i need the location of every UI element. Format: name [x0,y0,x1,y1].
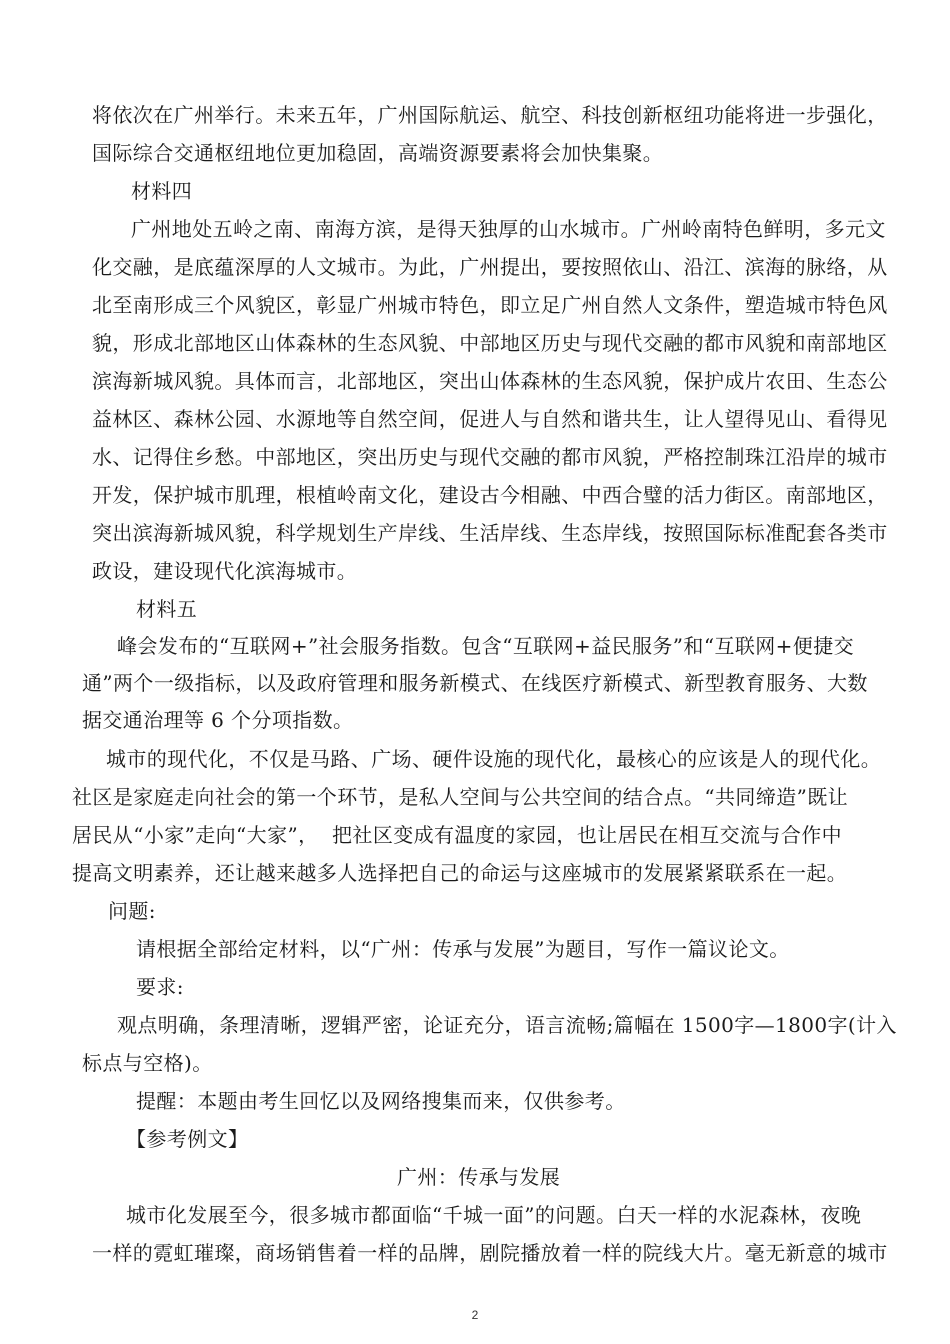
question-label: 问题: [108,899,156,923]
text-line: 北至南形成三个风貌区，彰显广州城市特色，即立足广州自然人文条件，塑造城市特色风 [92,293,888,317]
text-line: 观点明确，条理清晰，逻辑严密，论证充分，语言流畅;篇幅在 1500字—1800字(计入 [117,1013,897,1037]
text-line: 城市的现代化，不仅是马路、广场、硬件设施的现代化，最核心的应该是人的现代化。 [106,747,882,771]
text-line: 政设，建设现代化滨海城市。 [92,559,358,583]
text-line: 开发，保护城市肌理，根植岭南文化，建设古今相融、中西合璧的活力街区。南部地区， [92,483,888,507]
text-line: 益林区、森林公园、水源地等自然空间，促进人与自然和谐共生，让人望得见山、看得见 [92,407,888,431]
text-line: 标点与空格)。 [82,1051,213,1075]
essay-title: 广州：传承与发展 [397,1165,561,1189]
text-line: 貌，形成北部地区山体森林的生态风貌、中部地区历史与现代交融的都市风貌和南部地区 [92,331,888,355]
text-line: 广州地处五岭之南、南海方滨，是得天独厚的山水城市。广州岭南特色鲜明，多元文 [131,217,886,241]
text-line: 水、记得住乡愁。中部地区，突出历史与现代交融的都市风貌，严格控制珠江沿岸的城市 [92,445,888,469]
text-line: 居民从“小家”走向“大家”， 把社区变成有温度的家园，也让居民在相互交流与合作中 [72,823,843,847]
text-line: 城市化发展至今，很多城市都面临“千城一面”的问题。白天一样的水泥森林，夜晚 [126,1203,862,1227]
text-line: 通”两个一级指标，以及政府管理和服务新模式、在线医疗新模式、新型教育服务、大数 [82,671,868,695]
text-line: 化交融，是底蕴深厚的人文城市。为此，广州提出，要按照依山、沿江、滨海的脉络，从 [92,255,888,279]
section-heading: 材料四 [131,179,193,203]
text-line: 突出滨海新城风貌，科学规划生产岸线、生活岸线、生态岸线，按照国际标准配套各类市 [92,521,888,545]
text-line: 提醒：本题由考生回忆以及网络搜集而来，仅供参考。 [136,1089,626,1113]
text-line: 提高文明素养，还让越来越多人选择把自己的命运与这座城市的发展紧紧联系在一起。 [72,861,848,885]
page-number: 2 [471,1308,479,1322]
text-line: 滨海新城风貌。具体而言，北部地区，突出山体森林的生态风貌，保护成片农田、生态公 [92,369,888,393]
reference-heading: 【参考例文】 [126,1127,249,1151]
section-heading: 材料五 [136,597,198,621]
text-line: 国际综合交通枢纽地位更加稳固，高端资源要素将会加快集聚。 [92,141,664,165]
text-line: 峰会发布的“互联网+”社会服务指数。包含“互联网+益民服务”和“互联网+便捷交 [117,634,854,658]
text-line: 一样的霓虹璀璨，商场销售着一样的品牌，剧院播放着一样的院线大片。毫无新意的城市 [92,1241,888,1265]
text-line: 社区是家庭走向社会的第一个环节，是私人空间与公共空间的结合点。“共同缔造”既让 [72,785,849,809]
text-line: 请根据全部给定材料，以“广州：传承与发展”为题目，写作一篇议论文。 [136,937,790,961]
text-line: 将依次在广州举行。未来五年，广州国际航运、航空、科技创新枢纽功能将进一步强化， [92,103,888,127]
text-line: 据交通治理等 6 个分项指数。 [82,708,354,732]
requirements-label: 要求: [136,975,184,999]
